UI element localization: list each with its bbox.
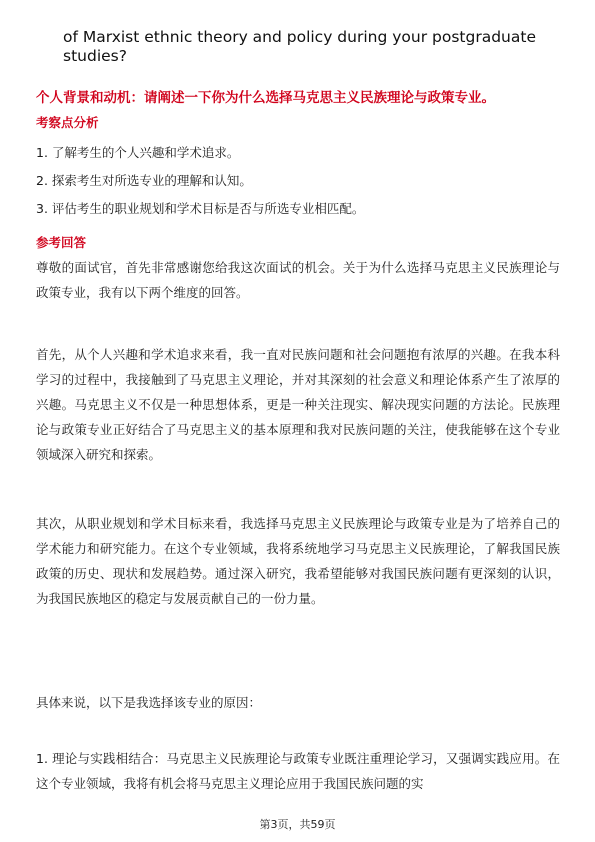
page-number: 第3页，共59页 <box>259 818 336 831</box>
answer-paragraph: 1. 理论与实践相结合：马克思主义民族理论与政策专业既注重理论学习，又强调实践应用。在这个专业领域，我将有机会将马克思主义理论应用于我国民族问题的实 <box>36 751 560 791</box>
answer-heading: 参考回答 <box>36 235 87 250</box>
answer-paragraph: 首先，从个人兴趣和学术追求来看，我一直对民族问题和社会问题抱有浓厚的兴趣。在我本科学习的过程中，我接触到了马克思主义理论，并对其深刻的社会意义和理论体系产生了浓厚的兴趣。马克思主义不仅是一种思想体系，更是一种关注现实、解决现实问题的方法论。民族理论与政策专业正好结合了马克思主义的基本原理和我对民族问题的关注，使我能够在这个专业领域深入研究和探索。 <box>36 347 560 462</box>
answer-paragraph: 其次，从职业规划和学术目标来看，我选择马克思主义民族理论与政策专业是为了培养自己的学术能力和研究能力。在这个专业领域，我将系统地学习马克思主义民族理论，了解我国民族政策的历史、现状和发展趋势。通过深入研究，我希望能够对我国民族问题有更深刻的认识，为我国民族地区的稳定与发展贡献自己的一份力量。 <box>36 516 560 606</box>
analysis-item: 3. 评估考生的职业规划和学术目标是否与所选专业相匹配。 <box>36 201 365 216</box>
analysis-item: 1. 了解考生的个人兴趣和学术追求。 <box>36 145 240 160</box>
analysis-item: 2. 探索考生对所选专业的理解和认知。 <box>36 173 252 188</box>
question-title: 个人背景和动机：请阐述一下你为什么选择马克思主义民族理论与政策专业。 <box>36 90 495 106</box>
analysis-heading: 考察点分析 <box>36 115 99 130</box>
answer-paragraph: 尊敬的面试官，首先非常感谢您给我这次面试的机会。关于为什么选择马克思主义民族理论与政策专业，我有以下两个维度的回答。 <box>36 260 560 300</box>
answer-paragraph: 具体来说，以下是我选择该专业的原因： <box>36 695 262 710</box>
intro-text: of Marxist ethnic theory and policy during your postgraduate studies? <box>63 28 536 65</box>
